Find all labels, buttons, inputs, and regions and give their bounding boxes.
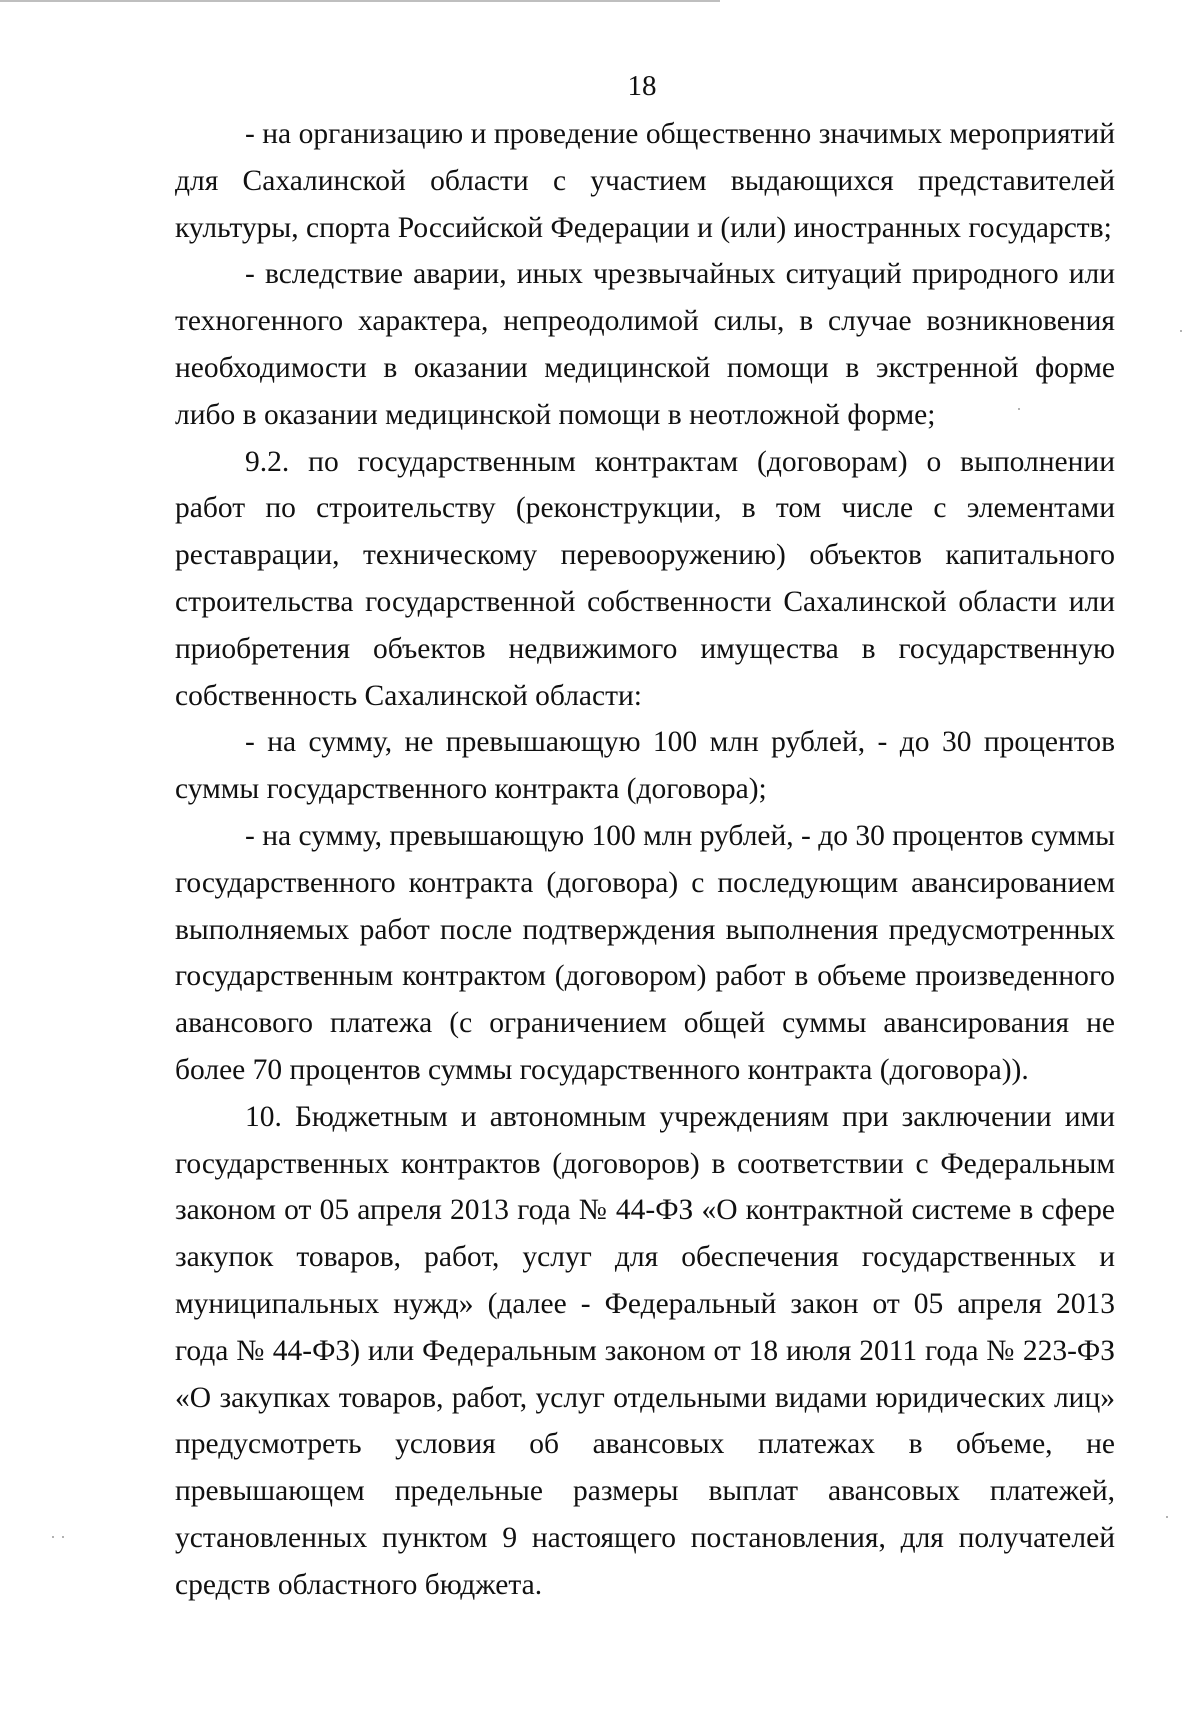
paragraph-10: 10. Бюджетным и автономным учреждениям при заключении ими государственных контрактов (договоров) в соответствии с Федеральным законом от 05 апреля 2013 года № 44-ФЗ «О контрактной системе в сфере закупок товаров, работ, услуг для обеспечения государственных и муниципальных нужд» (далее - Федеральный закон от 05 апреля 2013 года № 44-ФЗ) или Федеральным законом от 18 июля 2011 года № 223-ФЗ «О закупках товаров, работ, услуг отдельными видами юридических лиц» предусмотреть условия об авансовых платежах в объеме, не превышающем предельные размеры выплат авансовых платежей, установленных пунктом 9 настоящего постановления, для получателей средств областного бюджета. <box>175 1100 1115 1601</box>
scan-speck <box>62 1536 64 1538</box>
page-number: 18 <box>627 70 657 102</box>
scan-top-edge <box>0 0 720 2</box>
scan-speck <box>1180 330 1182 332</box>
document-body <box>175 111 1115 1609</box>
paragraph-under-100m: - на сумму, не превышающую 100 млн рублей, - до 30 процентов суммы государственного контракта (договора); <box>175 726 1115 806</box>
scan-speck <box>52 1536 54 1538</box>
paragraph-cultural-events: - на организацию и проведение общественно значимых мероприятий для Сахалинской области с участием выдающихся представителей культуры, спорта Российской Федерации и (или) иностранных государств; <box>175 118 1115 244</box>
paragraph-over-100m: - на сумму, превышающую 100 млн рублей, - до 30 процентов суммы государственного контракта (договора) с последующим авансированием выполняемых работ после подтверждения выполнения предусмотренных государственным контрактом (договором) работ в объеме произведенного авансового платежа (с ограничением общей суммы авансирования не более 70 процентов суммы государственного контракта (договора)). <box>175 819 1115 1086</box>
scan-speck <box>1166 1516 1168 1518</box>
paragraph-9-2: 9.2. по государственным контрактам (договорам) о выполнении работ по строительству (реконструкции, в том числе с элементами реставрации, техническому перевооружению) объектов капитального строительства государственной собственности Сахалинской области или приобретения объектов недвижимого имущества в государственную собственность Сахалинской области: <box>175 445 1115 712</box>
paragraph-emergency: - вследствие аварии, иных чрезвычайных ситуаций природного или техногенного характера, непреодолимой силы, в случае возникновения необходимости в оказании медицинской помощи в экстренной форме либо в оказании медицинской помощи в неотложной форме; <box>175 258 1115 431</box>
